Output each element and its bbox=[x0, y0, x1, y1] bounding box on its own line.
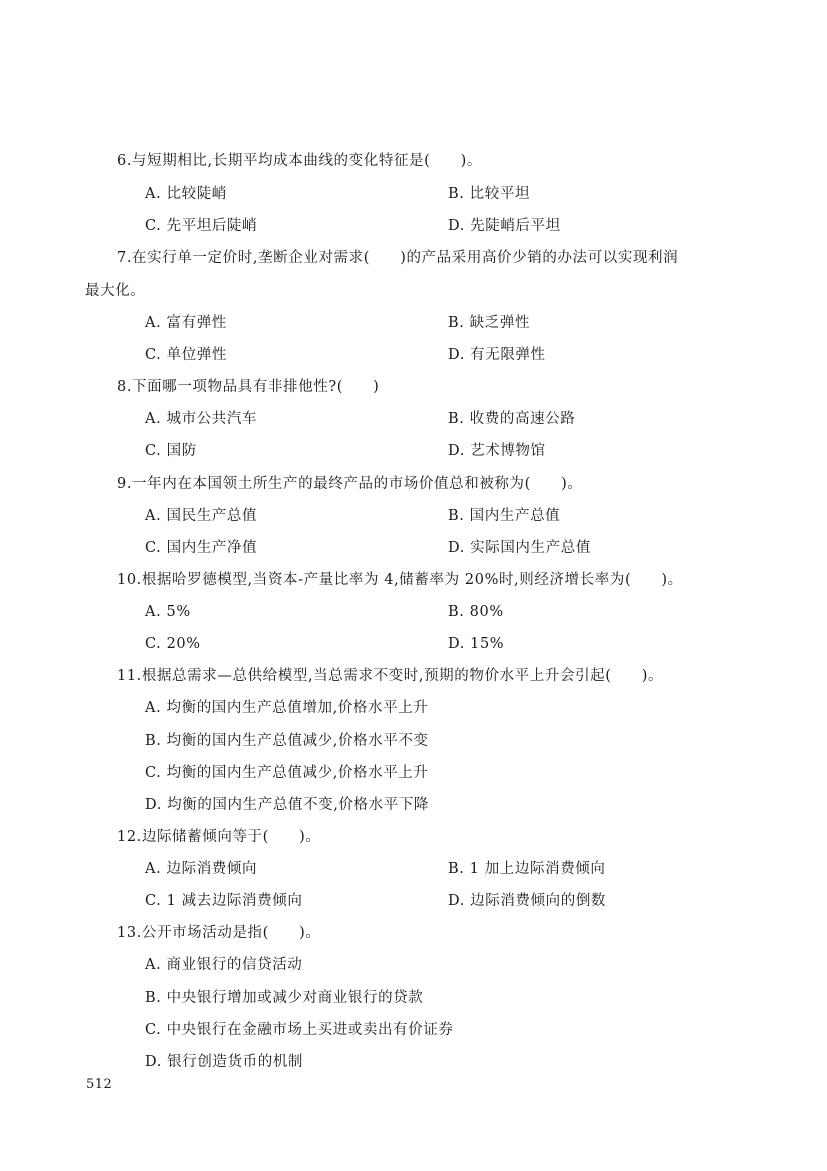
question-6-option-b: B. 比较平坦 bbox=[448, 186, 531, 202]
question-13-option-a: A. 商业银行的信贷活动 bbox=[145, 957, 303, 973]
question-10-option-c: C. 20% bbox=[145, 636, 201, 652]
question-6-option-c: C. 先平坦后陡峭 bbox=[145, 218, 258, 234]
question-7-option-d: D. 有无限弹性 bbox=[448, 347, 546, 363]
question-8-option-b: B. 收费的高速公路 bbox=[448, 411, 576, 427]
question-7-option-a: A. 富有弹性 bbox=[145, 315, 227, 331]
question-11-option-a: A. 均衡的国内生产总值增加,价格水平上升 bbox=[145, 700, 429, 716]
question-13-stem: 13.公开市场活动是指( )。 bbox=[117, 925, 321, 941]
question-7-option-c: C. 单位弹性 bbox=[145, 347, 227, 363]
question-10-option-d: D. 15% bbox=[448, 636, 505, 652]
question-12-option-d: D. 边际消费倾向的倒数 bbox=[448, 893, 607, 909]
question-6-stem: 6.与短期相比,长期平均成本曲线的变化特征是( )。 bbox=[117, 153, 482, 169]
question-11-option-c: C. 均衡的国内生产总值减少,价格水平上升 bbox=[145, 765, 429, 781]
question-11-option-d: D. 均衡的国内生产总值不变,价格水平下降 bbox=[145, 797, 430, 813]
question-10-option-a: A. 5% bbox=[145, 604, 191, 620]
question-9-option-b: B. 国内生产总值 bbox=[448, 508, 561, 524]
question-9-option-a: A. 国民生产总值 bbox=[145, 508, 258, 524]
question-6-option-d: D. 先陡峭后平坦 bbox=[448, 218, 561, 234]
question-7-option-b: B. 缺乏弹性 bbox=[448, 315, 531, 331]
question-10-option-b: B. 80% bbox=[448, 604, 504, 620]
question-8-option-a: A. 城市公共汽车 bbox=[145, 411, 258, 427]
question-12-stem: 12.边际储蓄倾向等于( )。 bbox=[117, 829, 321, 845]
question-6-option-a: A. 比较陡峭 bbox=[145, 186, 227, 202]
question-12-option-b: B. 1 加上边际消费倾向 bbox=[448, 861, 606, 877]
question-10-stem: 10.根据哈罗德模型,当资本-产量比率为 4,储蓄率为 20%时,则经济增长率为( )。 bbox=[117, 572, 683, 588]
question-9-option-d: D. 实际国内生产总值 bbox=[448, 540, 591, 556]
question-9-stem: 9.一年内在本国领土所生产的最终产品的市场价值总和被称为( )。 bbox=[117, 476, 583, 492]
question-11-stem: 11.根据总需求—总供给模型,当总需求不变时,预期的物价水平上升会引起( )。 bbox=[117, 668, 664, 684]
question-8-option-c: C. 国防 bbox=[145, 443, 197, 459]
question-8-option-d: D. 艺术博物馆 bbox=[448, 443, 546, 459]
question-7-stem-continuation: 最大化。 bbox=[85, 283, 146, 299]
question-13-option-c: C. 中央银行在金融市场上买进或卖出有价证券 bbox=[145, 1022, 454, 1038]
question-13-option-d: D. 银行创造货币的机制 bbox=[145, 1054, 304, 1070]
question-11-option-b: B. 均衡的国内生产总值减少,价格水平不变 bbox=[145, 733, 429, 749]
question-13-option-b: B. 中央银行增加或减少对商业银行的贷款 bbox=[145, 990, 424, 1006]
question-12-option-c: C. 1 减去边际消费倾向 bbox=[145, 893, 303, 909]
page-number: 512 bbox=[86, 1077, 113, 1092]
question-9-option-c: C. 国内生产净值 bbox=[145, 540, 258, 556]
question-8-stem: 8.下面哪一项物品具有非排他性?( ) bbox=[117, 379, 380, 395]
question-12-option-a: A. 边际消费倾向 bbox=[145, 861, 258, 877]
question-7-stem: 7.在实行单一定价时,垄断企业对需求( )的产品采用高价少销的办法可以实现利润 bbox=[117, 250, 679, 266]
